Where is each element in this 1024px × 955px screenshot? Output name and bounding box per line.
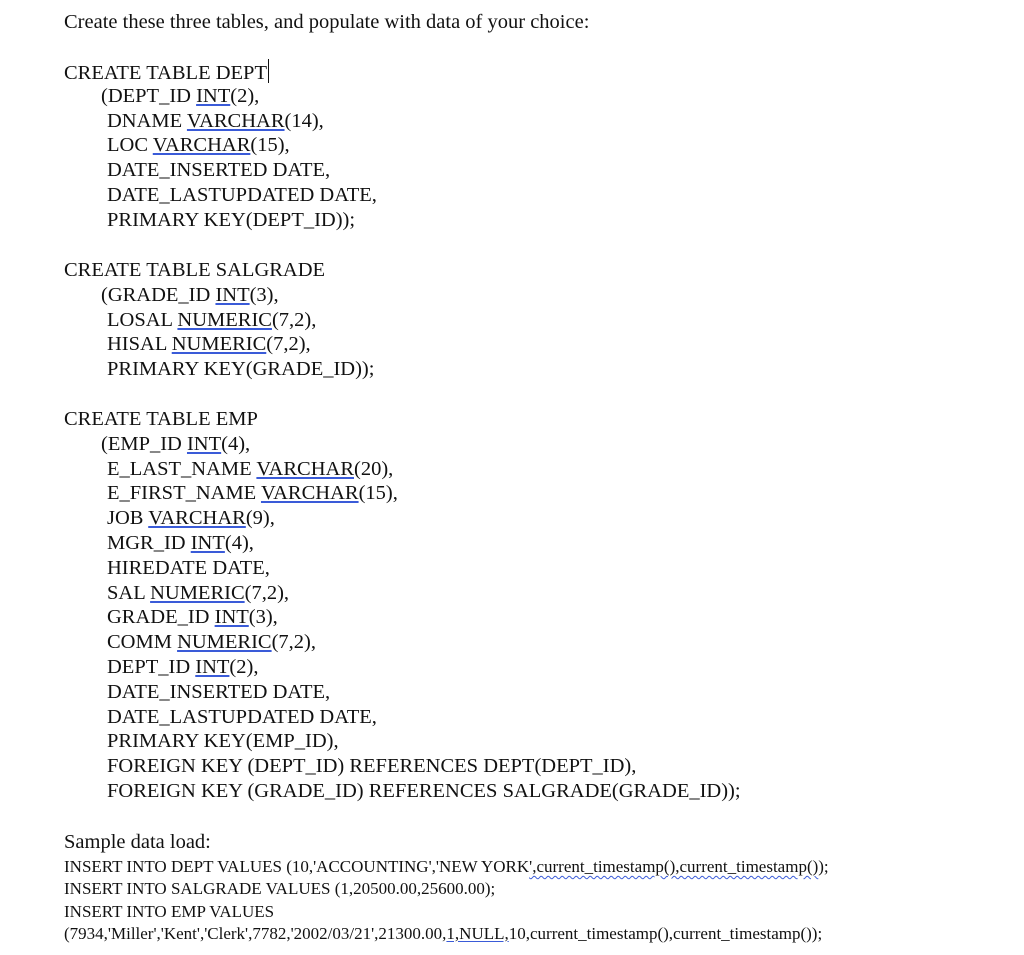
emp-col-comm: COMM NUMERIC(7,2), — [107, 631, 317, 654]
emp-col-first-name: E_FIRST_NAME VARCHAR(15), — [107, 482, 398, 505]
dept-col-loc: LOC VARCHAR(15), — [107, 134, 290, 157]
spellcheck-flag: ',current_timestamp(),current_timestamp() — [529, 857, 819, 876]
create-emp-header: CREATE TABLE EMP — [64, 408, 258, 430]
insert-dept-line: INSERT INTO DEPT VALUES (10,'ACCOUNTING','NEW YORK',current_timestamp(),current_timestamp()); — [64, 857, 829, 876]
create-salgrade-header: CREATE TABLE SALGRADE — [64, 259, 326, 281]
emp-col-dept-id: DEPT_ID INT(2), — [107, 655, 259, 678]
dept-col-dept-id: (DEPT_ID INT(2), — [101, 84, 260, 107]
create-dept-header[interactable]: CREATE TABLE DEPT — [64, 59, 377, 84]
emp-primary-key: PRIMARY KEY(EMP_ID), — [107, 730, 339, 753]
create-dept-block — [64, 59, 377, 233]
grammar-flag: 1,NULL, — [446, 923, 509, 943]
emp-foreign-key-grade: FOREIGN KEY (GRADE_ID) REFERENCES SALGRADE(GRADE_ID)); — [107, 779, 741, 802]
salgrade-primary-key: PRIMARY KEY(GRADE_ID)); — [107, 358, 375, 381]
emp-col-date-inserted: DATE_INSERTED DATE, — [107, 680, 331, 703]
dept-primary-key: PRIMARY KEY(DEPT_ID)); — [107, 208, 356, 231]
intro-text: Create these three tables, and populate with data of your choice: — [64, 11, 590, 33]
create-emp-block — [64, 407, 741, 804]
emp-col-emp-id: (EMP_ID INT(4), — [101, 432, 251, 455]
insert-salgrade-line: INSERT INTO SALGRADE VALUES (1,20500.00,25600.00); — [64, 879, 496, 899]
dept-col-date-inserted: DATE_INSERTED DATE, — [107, 159, 331, 182]
insert-emp-values-line: (7934,'Miller','Kent','Clerk',7782,'2002/03/21',21300.00,1,NULL,10,current_timestamp(),current_timestamp()); — [64, 923, 823, 943]
emp-col-date-lastupdated: DATE_LASTUPDATED DATE, — [107, 705, 377, 728]
salgrade-col-grade-id: (GRADE_ID INT(3), — [101, 283, 279, 306]
create-salgrade-block — [64, 258, 374, 382]
text-cursor — [268, 59, 270, 83]
dept-col-date-lastupdated: DATE_LASTUPDATED DATE, — [107, 183, 377, 206]
salgrade-col-losal: LOSAL NUMERIC(7,2), — [107, 308, 317, 331]
sample-data-header: Sample data load: — [64, 831, 211, 853]
emp-col-sal: SAL NUMERIC(7,2), — [107, 581, 290, 604]
emp-foreign-key-dept: FOREIGN KEY (DEPT_ID) REFERENCES DEPT(DEPT_ID), — [107, 755, 637, 778]
emp-col-grade-id: GRADE_ID INT(3), — [107, 606, 278, 629]
emp-col-mgr-id: MGR_ID INT(4), — [107, 531, 254, 554]
emp-col-hiredate: HIREDATE DATE, — [107, 556, 270, 579]
salgrade-col-hisal: HISAL NUMERIC(7,2), — [107, 333, 311, 356]
insert-emp-line: INSERT INTO EMP VALUES — [64, 901, 275, 921]
sample-data-block — [64, 828, 829, 945]
dept-col-dname: DNAME VARCHAR(14), — [107, 109, 324, 132]
emp-col-last-name: E_LAST_NAME VARCHAR(20), — [107, 457, 394, 480]
emp-col-job: JOB VARCHAR(9), — [107, 507, 275, 530]
